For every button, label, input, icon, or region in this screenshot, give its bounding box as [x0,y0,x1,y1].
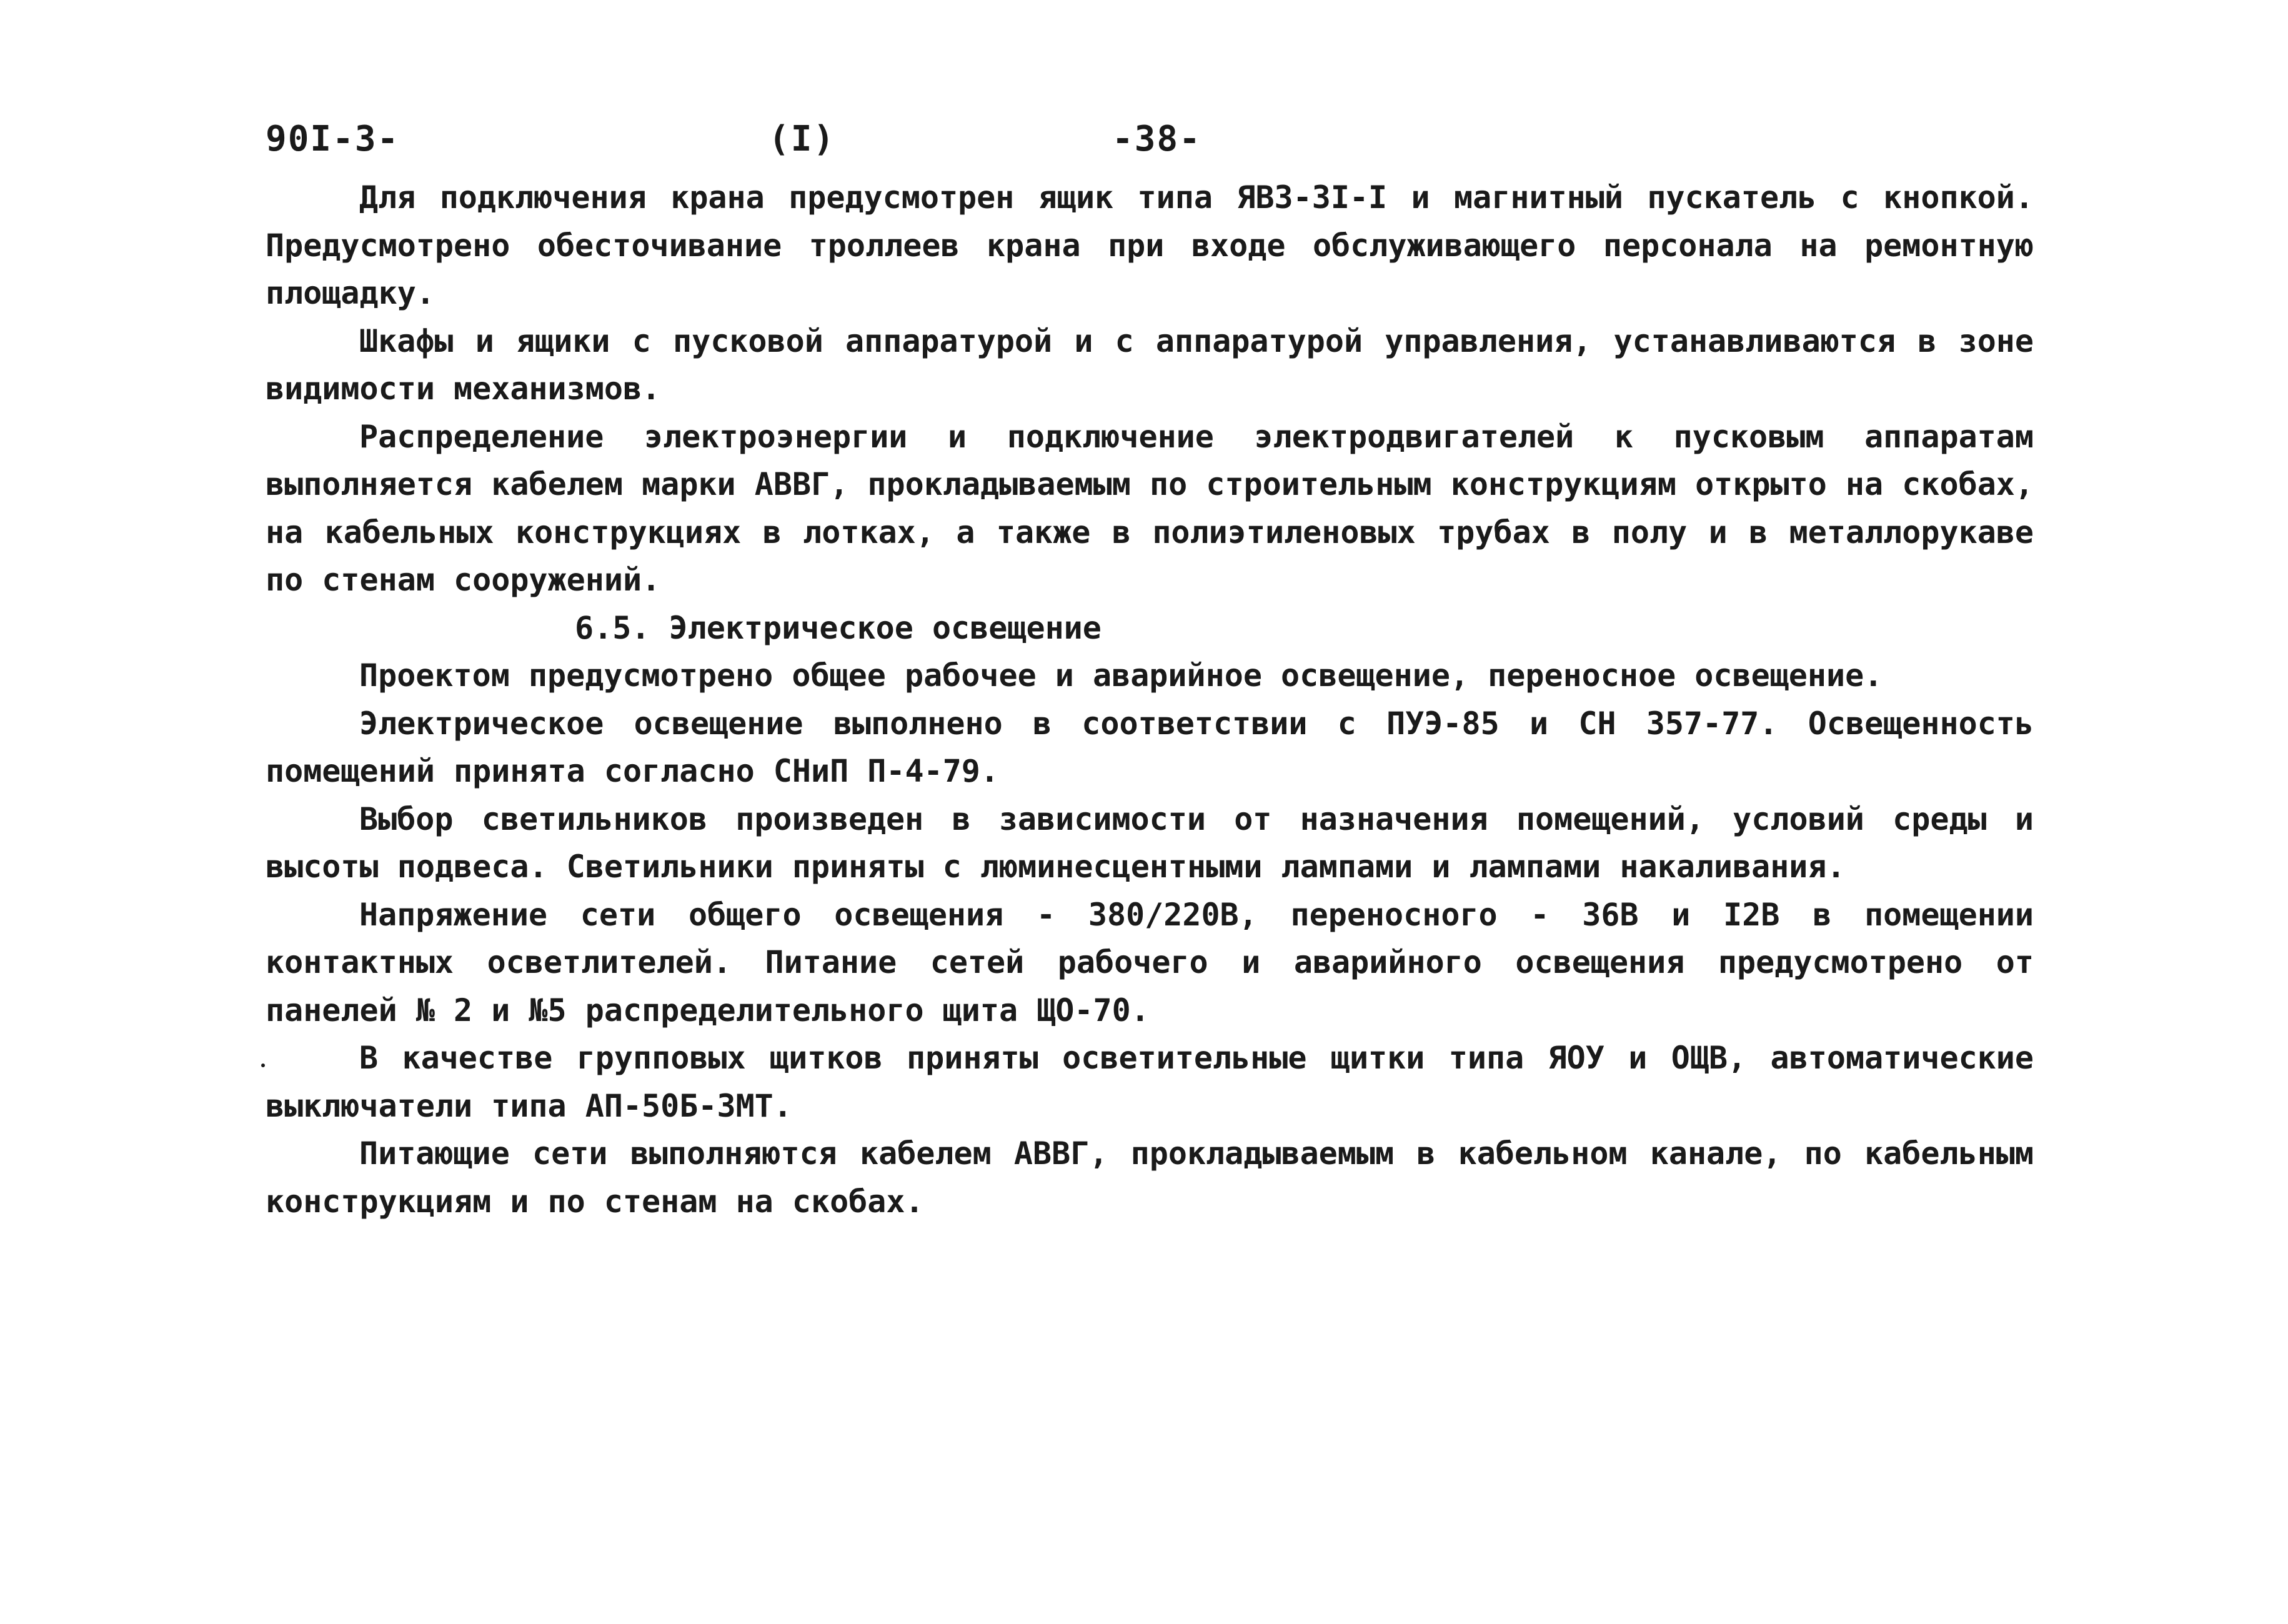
paragraph-luminaires: Выбор светильников произведен в зависимости от назначения помещений, условий среды и высоты подвеса. Светильники приняты с люминесцентными лампами и лампами накаливания. [266,800,2034,885]
page-number: -38- [1112,119,1201,159]
document-code: 90I-3- [266,119,400,159]
paragraph-group-panels: В качестве групповых щитков приняты осветительные щитки типа ЯОУ и ОЩВ, автоматические выключатели типа АП-50Б-3МТ. [266,1040,2034,1124]
paragraph-feeder-networks: Питающие сети выполняются кабелем АВВГ, прокладываемым в кабельном канале, по кабельным конструкциям и по стенам на скобах. [266,1135,2034,1220]
scan-speck [261,1064,265,1067]
paragraph-lighting-scope: Проектом предусмотрено общее рабочее и аварийное освещение, переносное освещение. [359,657,1883,694]
section-number: (I) [768,119,836,159]
paragraph-lighting-standards: Электрическое освещение выполнено в соответствии с ПУЭ-85 и СН 357-77. Освещенность помещений принята согласно СНиП П-4-79. [266,705,2034,789]
paragraph-power-distribution: Распределение электроэнергии и подключение электродвигателей к пусковым аппаратам выполняется кабелем марки АВВГ, прокладываемым по строительным конструкциям открыто на скобах, на кабельных конструкциях в лотках, а также в полиэтиленовых трубах в полу и в металлорукаве по стенам сооружений. [266,418,2034,598]
paragraph-crane-connection: Для подключения крана предусмотрен ящик типа ЯВЗ-3I-I и магнитный пускатель с кнопкой. Предусмотрено обесточивание троллеев крана при входе обслуживающего персонала на ремонтную площадку. [266,179,2034,311]
document-body [266,174,2034,1225]
paragraph-voltage: Напряжение сети общего освещения - 380/220В, переносного - 36В и I2В в помещении контактных осветлителей. Питание сетей рабочего и аварийного освещения предусмотрено от панелей № 2 и №5 распределительного щита ЩО-70. [266,896,2034,1029]
paragraph-cabinets: Шкафы и ящики с пусковой аппаратурой и с аппаратурой управления, устанавливаются в зоне видимости механизмов. [266,322,2034,407]
section-heading: 6.5. Электрическое освещение [575,609,1102,646]
